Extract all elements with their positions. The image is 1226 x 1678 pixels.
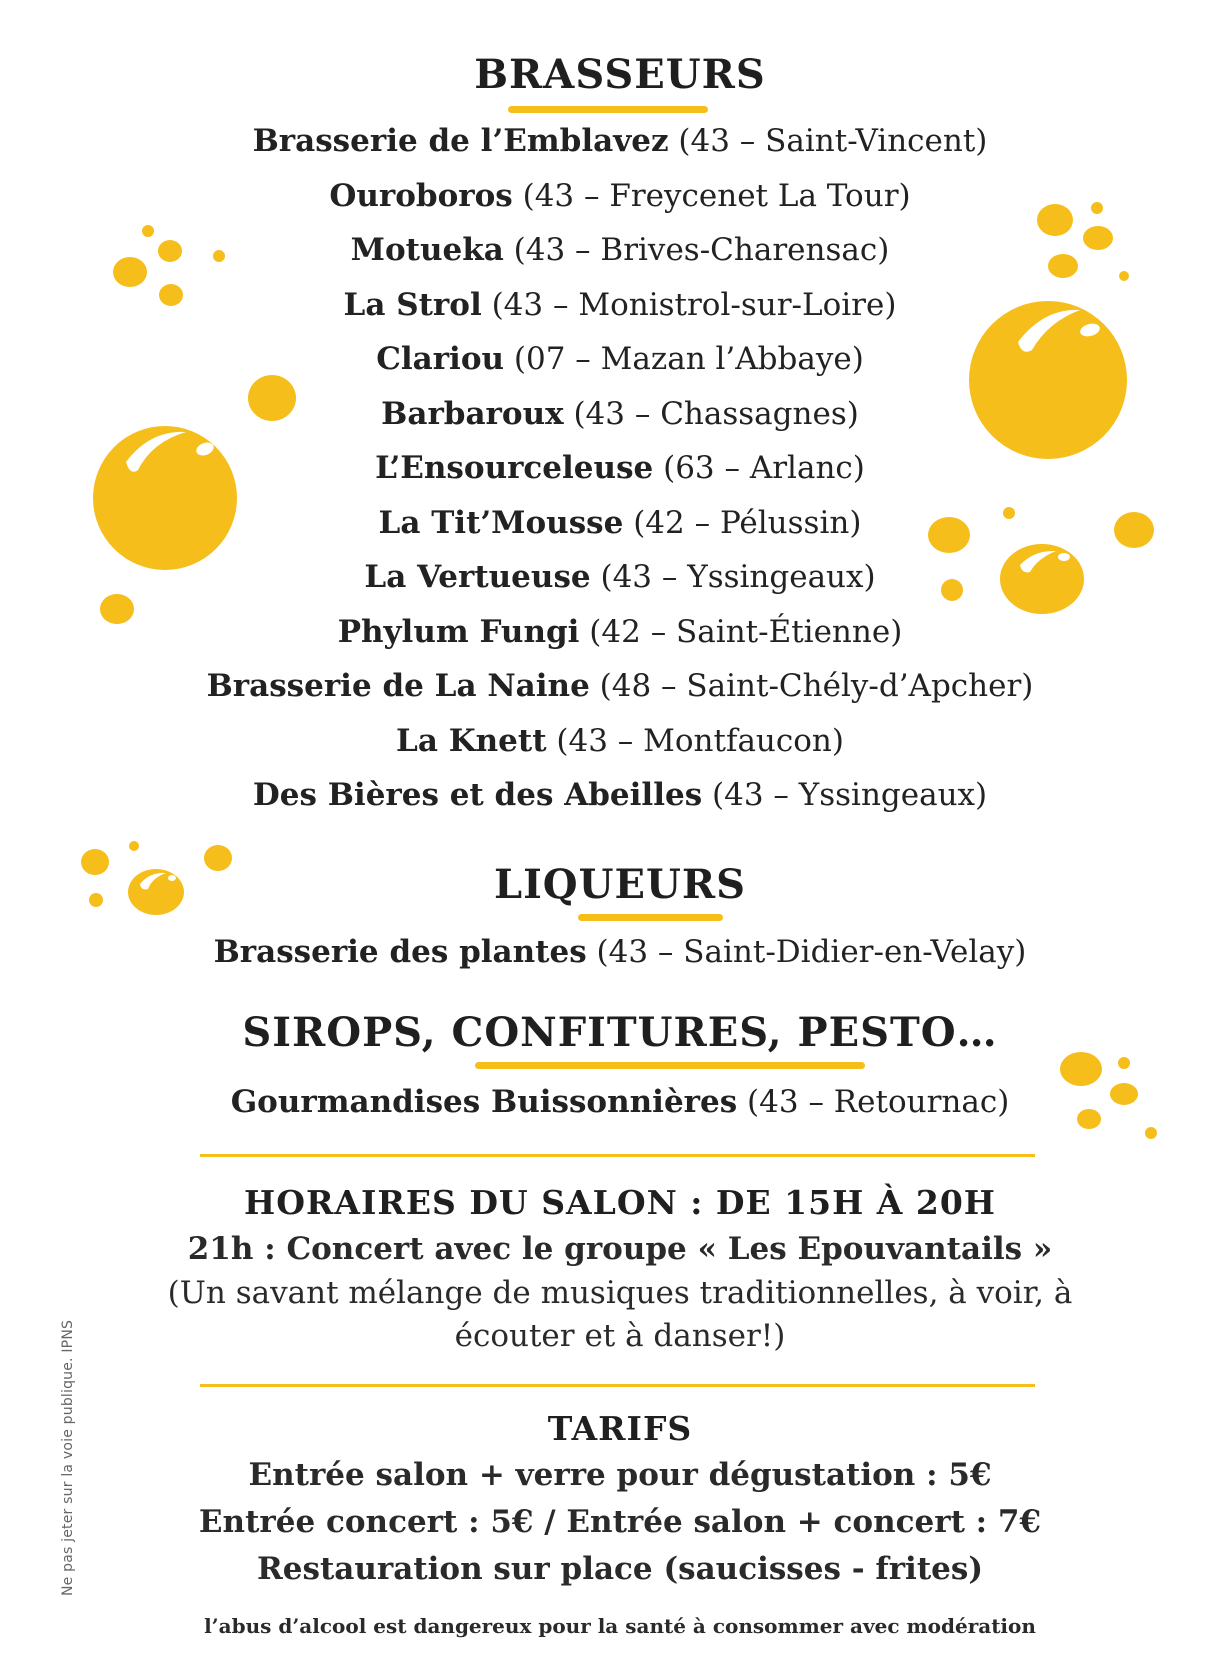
horaires-title: HORAIRES DU SALON : DE 15H À 20H (244, 1183, 996, 1222)
list-item: La Knett (43 – Montfaucon) (396, 722, 844, 759)
list-item: La Strol (43 – Monistrol-sur-Loire) (343, 286, 897, 323)
liqueurs-underline (578, 914, 723, 921)
liqueurs-section (80, 860, 1160, 980)
list-item: Motueka (43 – Brives-Charensac) (350, 232, 890, 268)
tarifs-title: TARIFS (547, 1409, 693, 1448)
list-item: Des Bières et des Abeilles (43 – Yssingeaux) (252, 777, 988, 813)
brasseurs-section (80, 50, 1160, 823)
footer (80, 1612, 1160, 1640)
list-item: Phylum Fungi (42 – Saint-Étienne) (337, 613, 903, 650)
tarifs-section (80, 1406, 1160, 1593)
list-item: Clariou (07 – Mazan l’Abbaye) (376, 341, 864, 377)
list-item: Ouroboros (43 – Freycenet La Tour) (329, 177, 911, 214)
tarif-line: Entrée salon + verre pour dégustation : 5€ (248, 1457, 992, 1493)
brasseurs-list (80, 114, 1160, 823)
list-item: La Vertueuse (43 – Yssingeaux) (364, 559, 876, 595)
brasseurs-title: BRASSEURS (474, 51, 766, 98)
list-item: Gourmandises Buissonnières (43 – Retournac) (230, 1084, 1010, 1120)
concert-info: 21h : Concert avec le groupe « Les Epouvantails » (187, 1231, 1053, 1267)
concert-description-line2: écouter et à danser!) (454, 1318, 786, 1354)
list-item: Brasserie des plantes (43 – Saint-Didier-en-Velay) (213, 934, 1027, 970)
concert-description-line1: (Un savant mélange de musiques traditionnelles, à voir, à (167, 1275, 1073, 1311)
brasseurs-underline (508, 106, 708, 113)
divider (200, 1154, 1035, 1157)
sirops-section (80, 1008, 1160, 1130)
list-item: La Tit’Mousse (42 – Pélussin) (378, 504, 862, 541)
horaires-section (80, 1180, 1160, 1358)
sirops-underline (475, 1062, 865, 1069)
alcohol-warning: l’abus d’alcool est dangereux pour la santé à consommer avec modération (204, 1614, 1036, 1638)
tarif-line: Restauration sur place (saucisses - frites) (257, 1551, 983, 1587)
divider (200, 1384, 1035, 1387)
sirops-title: SIROPS, CONFITURES, PESTO… (242, 1009, 998, 1056)
tarif-line: Entrée concert : 5€ / Entrée salon + concert : 7€ (198, 1504, 1042, 1540)
bubble (129, 841, 139, 851)
list-item: Brasserie de La Naine (48 – Saint-Chély-d’Apcher) (206, 668, 1034, 704)
list-item: Barbaroux (43 – Chassagnes) (381, 395, 859, 432)
side-note: Ne pas jeter sur la voie publique. IPNS (60, 1319, 76, 1596)
list-item: Brasserie de l’Emblavez (43 – Saint-Vincent) (252, 123, 988, 159)
list-item: L’Ensourceleuse (63 – Arlanc) (375, 450, 865, 486)
liqueurs-title: LIQUEURS (493, 861, 747, 908)
